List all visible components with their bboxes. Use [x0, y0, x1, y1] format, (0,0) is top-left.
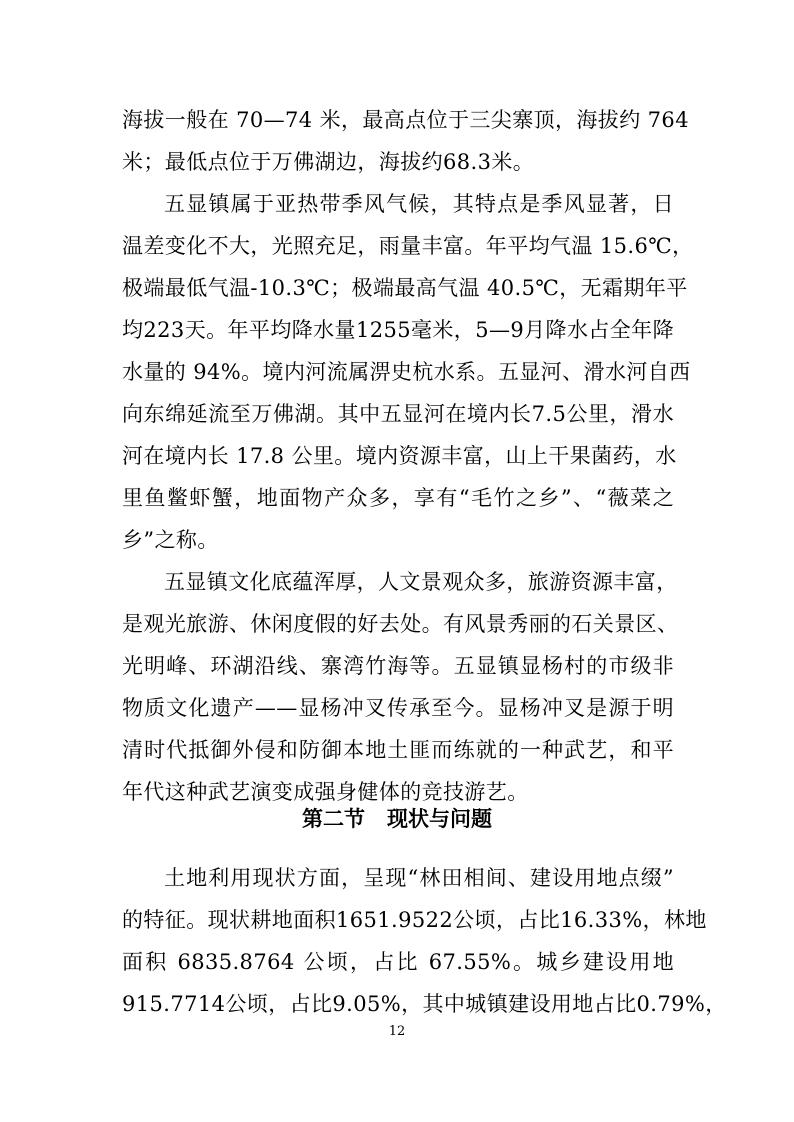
paragraph-2-line-9: 乡”之称。 [122, 528, 219, 552]
section-paragraph-line-3: 面积 6835.8764 公顷，占比 67.55%。城乡建设用地 [122, 950, 674, 974]
section-paragraph-line-2: 的特征。现状耕地面积1651.9522公顷，占比16.33%，林地 [122, 908, 707, 932]
paragraph-2-line-1: 五显镇属于亚热带季风气候，其特点是季风显著，日 [164, 192, 674, 216]
paragraph-3-line-3: 光明峰、环湖沿线、寨湾竹海等。五显镇显杨村的市级非 [122, 654, 674, 678]
paragraph-2-line-4: 均223天。年平均降水量1255毫米，5—9月降水占全年降 [122, 318, 674, 342]
paragraph-3-line-1: 五显镇文化底蕴浑厚，人文景观众多，旅游资源丰富， [164, 570, 678, 594]
paragraph-2-line-2: 温差变化不大，光照充足，雨量丰富。年平均气温 15.6℃， [122, 234, 694, 258]
paragraph-1-line-1: 海拔一般在 70—74 米，最高点位于三尖寨顶，海拔约 764 [122, 108, 689, 132]
page-number: 12 [388, 1024, 406, 1039]
paragraph-2-line-6: 向东绵延流至万佛湖。其中五显河在境内长7.5公里，滑水 [122, 402, 674, 426]
paragraph-2-line-5: 水量的 94%。境内河流属淠史杭水系。五显河、滑水河自西 [122, 360, 691, 384]
paragraph-2-line-3: 极端最低气温-10.3℃；极端最高气温 40.5℃，无霜期年平 [122, 276, 688, 300]
paragraph-3-line-2: 是观光旅游、休闲度假的好去处。有风景秀丽的石关景区、 [122, 612, 679, 636]
paragraph-2-line-8: 里鱼鳖虾蟹，地面物产众多，享有“毛竹之乡”、“薇菜之 [122, 486, 674, 510]
paragraph-1-line-2: 米；最低点位于万佛湖边，海拔约68.3米。 [122, 150, 535, 174]
paragraph-3-line-5: 清时代抵御外侵和防御本地土匪而练就的一种武艺，和平 [122, 738, 674, 762]
section-paragraph-line-1: 土地利用现状方面，呈现“林田相间、建设用地点缀” [164, 866, 674, 890]
paragraph-3-line-6: 年代这种武艺演变成强身健体的竞技游艺。 [122, 780, 529, 804]
paragraph-2-line-7: 河在境内长 17.8 公里。境内资源丰富，山上干果菌药，水 [122, 444, 677, 468]
section-heading: 第二节 现状与问题 [302, 807, 492, 831]
section-paragraph-line-4: 915.7714公顷，占比9.05%，其中城镇建设用地占比0.79%， [122, 992, 727, 1016]
paragraph-3-line-4: 物质文化遗产——显杨冲叉传承至今。显杨冲叉是源于明 [122, 696, 674, 720]
